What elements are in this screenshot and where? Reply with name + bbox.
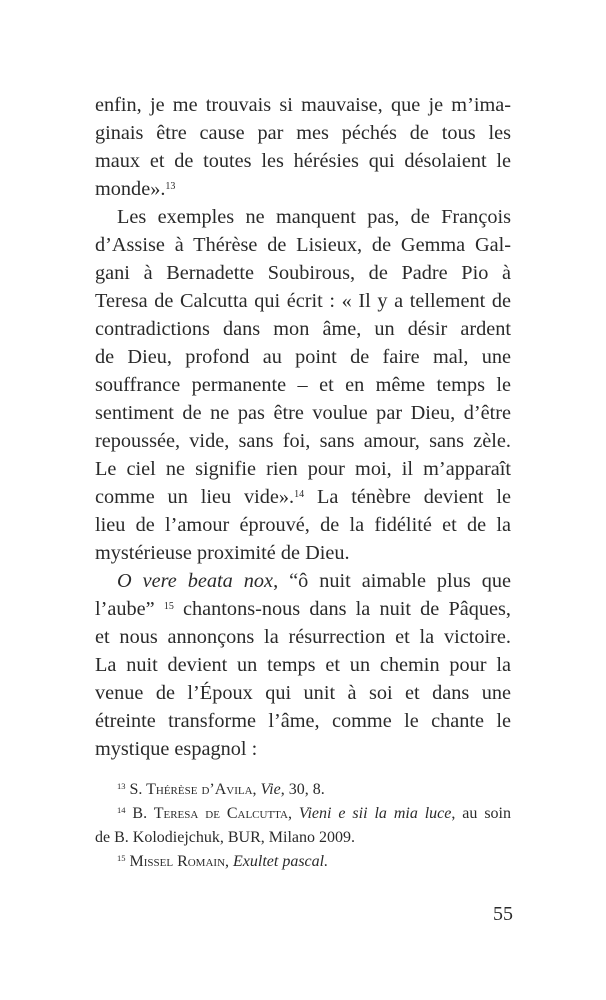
text-line (95, 850, 511, 874)
text-segment: Teresa de Calcutta qui écrit : « Il y a tellement de (95, 290, 511, 312)
text-line (95, 778, 511, 802)
text-segment: Vieni e sii la mia luce (298, 805, 452, 822)
footnote-marker: 14 (117, 805, 126, 815)
text-segment: La ténèbre devient le (304, 486, 511, 508)
text-line (95, 147, 511, 175)
text-segment: gani à Bernadette Soubirous, de Padre Pio à (95, 262, 511, 284)
text-line (95, 259, 511, 287)
text-segment: de B. Kolodiejchuk, BUR, Milano 2009. (95, 829, 355, 846)
text-segment: étreinte transforme l’âme, comme le chante le (95, 710, 511, 732)
paragraph (95, 91, 511, 203)
text-segment: , “ô nuit aimable plus que (273, 570, 511, 592)
footnote (95, 850, 511, 874)
footnote-marker: 13 (117, 781, 126, 791)
text-segment: comme un lieu vide». (95, 486, 295, 508)
text-segment: , (287, 805, 299, 822)
text-line (95, 175, 511, 203)
text-line (95, 203, 511, 231)
text-segment: monde». (95, 178, 166, 200)
text-segment: ginais être cause par mes péchés de tous les (95, 122, 511, 144)
text-segment: S. Thérèse d’Avila (129, 781, 253, 798)
text-line (95, 483, 511, 511)
text-segment: Le ciel ne signifie rien pour moi, il m’apparaît (95, 458, 511, 480)
footnote (95, 778, 511, 802)
text-segment: Vie (260, 781, 281, 798)
text-segment: Les exemples ne manquent pas, de François (117, 206, 511, 228)
text-line (95, 427, 511, 455)
text-line (95, 371, 511, 399)
text-segment: Missel Romain (129, 853, 226, 870)
text-segment: contradictions dans mon âme, un désir ardent (95, 318, 511, 340)
text-line (95, 455, 511, 483)
body-text (95, 91, 511, 763)
text-line (95, 567, 511, 595)
text-line (95, 315, 511, 343)
footnote-marker: 15 (163, 601, 174, 612)
text-line (95, 826, 511, 850)
footnote-marker: 13 (165, 181, 176, 192)
text-segment: d’Assise à Thérèse de Lisieux, de Gemma Gal- (95, 234, 511, 256)
text-segment: de Dieu, profond au point de faire mal, une (95, 346, 511, 368)
text-segment: mystique espagnol : (95, 738, 258, 760)
text-segment: repoussée, vide, sans foi, sans amour, sans zèle. (95, 430, 511, 452)
text-line (95, 802, 511, 826)
text-segment: l’aube” (95, 598, 164, 620)
text-line (95, 119, 511, 147)
text-segment: , 30, 8. (280, 781, 325, 798)
page-number: 55 (493, 903, 513, 925)
text-segment: lieu de l’amour éprouvé, de la fidélité et de la (95, 514, 511, 536)
text-segment: maux et de toutes les hérésies qui désolaient le (95, 150, 511, 172)
text-line (95, 287, 511, 315)
text-line (95, 91, 511, 119)
text-segment: chantons-nous dans la nuit de Pâques, (173, 598, 511, 620)
text-segment: La nuit devient un temps et un chemin pour la (95, 654, 511, 676)
text-line (95, 651, 511, 679)
text-segment: venue de l’Époux qui unit à soi et dans une (95, 682, 511, 704)
text-segment: souffrance permanente – et en même temps le (95, 374, 511, 396)
text-segment: et nous annonçons la résurrection et la victoire. (95, 626, 511, 648)
text-segment: Exultet pascal. (233, 853, 329, 870)
text-line (95, 707, 511, 735)
text-segment: sentiment de ne pas être voulue par Dieu, d’être (95, 402, 511, 424)
text-line (95, 343, 511, 371)
footnote (95, 802, 511, 850)
text-line (95, 679, 511, 707)
text-line (95, 511, 511, 539)
text-line (95, 539, 511, 567)
text-line (95, 231, 511, 259)
footnote-marker: 14 (294, 489, 305, 500)
text-line (95, 595, 511, 623)
text-segment: B. Teresa de Calcutta (132, 805, 288, 822)
text-line (95, 623, 511, 651)
footnotes (95, 778, 511, 874)
footnote-marker: 15 (117, 853, 126, 863)
text-segment: , au soin (451, 805, 512, 822)
paragraph (95, 567, 511, 763)
paragraph (95, 203, 511, 567)
text-line (95, 735, 511, 763)
text-segment: enfin, je me trouvais si mauvaise, que je m’ima- (95, 94, 511, 116)
text-segment: , (225, 853, 234, 870)
text-line (95, 399, 511, 427)
text-segment: O vere beata nox (117, 570, 274, 592)
text-segment: mystérieuse proximité de Dieu. (95, 542, 350, 564)
text-segment: , (252, 781, 261, 798)
